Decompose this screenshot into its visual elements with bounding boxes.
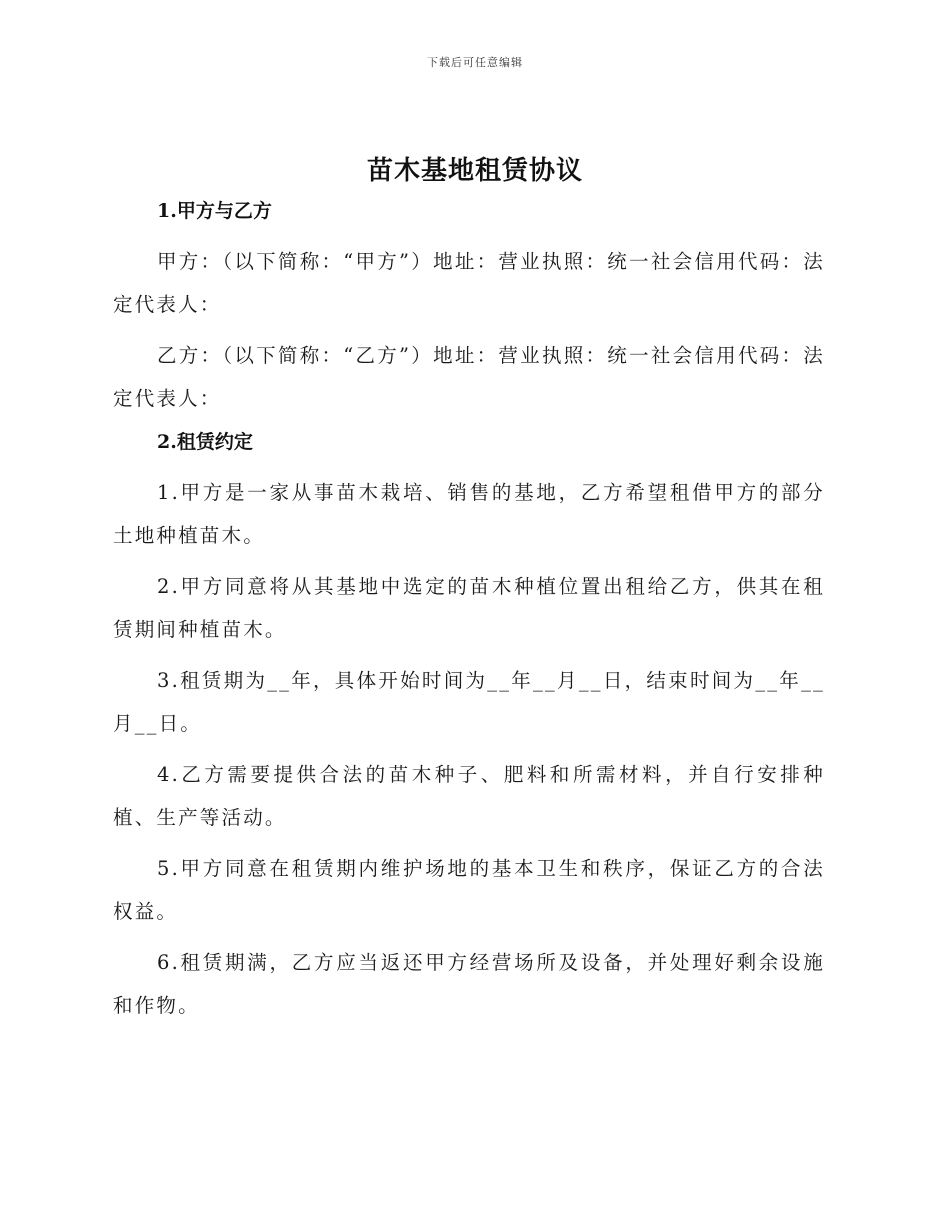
- section-heading-parties: 1.甲方与乙方: [157, 200, 272, 222]
- party-a-paragraph: 甲方：（以下简称：“甲方”）地址：营业执照：统一社会信用代码：法定代表人：: [113, 250, 825, 316]
- document-title: 苗木基地租赁协议: [366, 156, 583, 186]
- lease-term-paragraph: 3.租赁期为__年，具体开始时间为__年__月__日，结束时间为__年__月__日。: [113, 669, 825, 735]
- page-header-note: 下载后可任意编辑: [427, 56, 523, 69]
- party-b-paragraph: 乙方：（以下简称：“乙方”）地址：营业执照：统一社会信用代码：法定代表人：: [113, 344, 825, 410]
- document-body: [113, 194, 825, 1027]
- lease-term-paragraph: 2.甲方同意将从其基地中选定的苗木种植位置出租给乙方，供其在租赁期间种植苗木。: [113, 575, 825, 641]
- lease-term-paragraph: 1.甲方是一家从事苗木栽培、销售的基地，乙方希望租借甲方的部分土地种植苗木。: [113, 481, 825, 547]
- lease-term-paragraph: 6.租赁期满，乙方应当返还甲方经营场所及设备，并处理好剩余设施和作物。: [113, 951, 825, 1017]
- lease-term-paragraph: 5.甲方同意在租赁期内维护场地的基本卫生和秩序，保证乙方的合法权益。: [113, 857, 825, 923]
- section-heading-lease-terms: 2.租赁约定: [157, 431, 253, 453]
- lease-term-paragraph: 4.乙方需要提供合法的苗木种子、肥料和所需材料，并自行安排种植、生产等活动。: [113, 763, 825, 829]
